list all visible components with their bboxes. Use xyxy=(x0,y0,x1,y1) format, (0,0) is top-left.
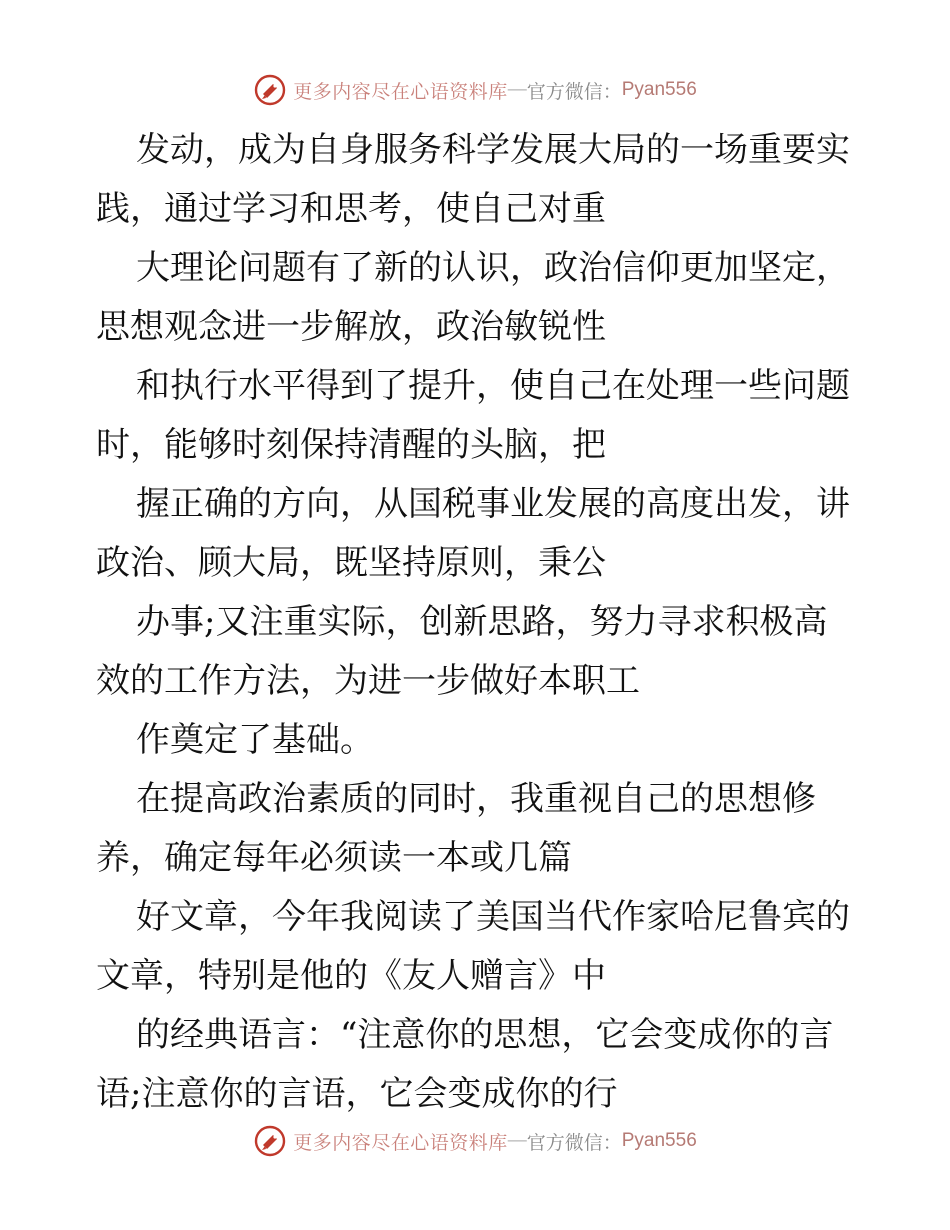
logo-icon xyxy=(253,73,287,107)
text-line: 养，确定每年必须读一本或几篇 xyxy=(96,838,572,878)
text-line: 作奠定了基础。 xyxy=(136,720,374,760)
text-line: 语;注意你的言语，它会变成你的行 xyxy=(96,1074,618,1114)
banner-contact-label: 官方微信： xyxy=(526,80,622,103)
banner-contact-id: Pyan556 xyxy=(621,79,697,100)
text-line: 践，通过学习和思考，使自己对重 xyxy=(96,189,606,229)
text-line: 思想观念进一步解放，政治敏锐性 xyxy=(96,307,606,347)
text-line: 大理论问题有了新的认识，政治信仰更加坚定， xyxy=(136,248,850,288)
text-line: 发动，成为自身服务科学发展大局的一场重要实 xyxy=(136,130,850,170)
text-line: 和执行水平得到了提升，使自己在处理一些问题 xyxy=(136,366,850,406)
banner-contact-id: Pyan556 xyxy=(621,1130,697,1151)
text-line: 政治、顾大局，既坚持原则，秉公 xyxy=(96,543,606,583)
footer-banner xyxy=(0,1121,950,1161)
banner-separator: — xyxy=(507,79,527,100)
banner-separator: — xyxy=(507,1130,527,1151)
text-line: 效的工作方法，为进一步做好本职工 xyxy=(96,661,640,701)
text-line: 好文章，今年我阅读了美国当代作家哈尼鲁宾的 xyxy=(136,897,850,937)
text-line: 时，能够时刻保持清醒的头脑，把 xyxy=(96,425,606,465)
document-body xyxy=(96,121,856,1124)
text-line: 办事;又注重实际，创新思路，努力寻求积极高 xyxy=(136,602,828,642)
logo-icon xyxy=(253,1124,287,1158)
text-line: 的经典语言：“注意你的思想，它会变成你的言 xyxy=(136,1015,834,1055)
text-line: 握正确的方向，从国税事业发展的高度出发，讲 xyxy=(136,484,850,524)
banner-contact-label: 官方微信： xyxy=(526,1131,622,1154)
banner-title: 更多内容尽在心语资料库 xyxy=(293,1131,508,1154)
header-banner xyxy=(0,70,950,110)
text-line: 文章，特别是他的《友人赠言》中 xyxy=(96,956,606,996)
text-line: 在提高政治素质的同时，我重视自己的思想修 xyxy=(136,779,816,819)
banner-title: 更多内容尽在心语资料库 xyxy=(293,80,508,103)
